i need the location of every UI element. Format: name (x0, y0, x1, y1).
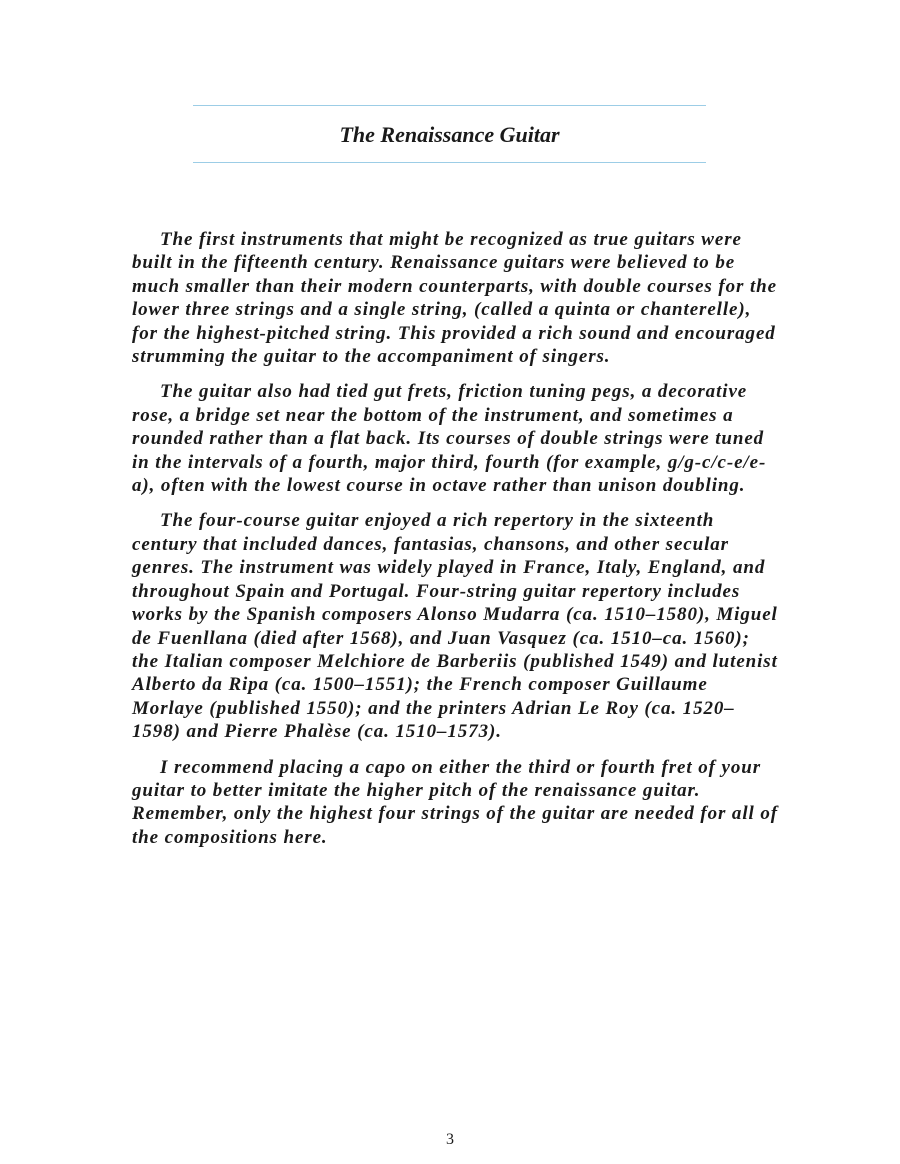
paragraph-intro: The first instruments that might be recognized as true guitars were built in the fifteenth century. Renaissance guitars were believed to be much smaller than their modern counterparts, with double courses for the lower three strings and a single string, (called a quinta or chanterelle), for the highest-pitched string. This provided a rich sound and encouraged strumming the guitar to the accompaniment of singers. (132, 229, 777, 368)
title-rule-bottom (193, 162, 706, 163)
title-rule-top (193, 105, 706, 106)
page-title: The Renaissance Guitar (339, 122, 560, 147)
body-text (132, 228, 782, 861)
paragraph-recommendation: I recommend placing a capo on either the third or fourth fret of your guitar to better imitate the higher pitch of the renaissance guitar. Remember, only the highest four strings of the guitar are needed for all of the compositions here. (132, 756, 778, 848)
paragraph-repertory: The four-course guitar enjoyed a rich repertory in the sixteenth century that included dances, fantasias, chansons, and other secular genres. The instrument was widely played in France, Italy, England, and throughout Spain and Portugal. Four-string guitar repertory includes works by the Spanish composers Alonso Mudarra (ca. 1510–1580), Miguel de Fuenllana (died after 1568), and Juan Vasquez (ca. 1510–ca. 1560); the Italian composer Melchiore de Barberiis (published 1549) and lutenist Alberto da Ripa (ca. 1500–1551); the French composer Guillaume Morlaye (published 1550); and the printers Adrian Le Roy (ca. 1520–1598) and Pierre Phalèse (ca. 1510–1573). (132, 510, 778, 743)
paragraph-construction: The guitar also had tied gut frets, friction tuning pegs, a decorative rose, a bridge set near the bottom of the instrument, and sometimes a rounded rather than a flat back. Its courses of double strings were tuned in the intervals of a fourth, major third, fourth (for example, g/g-c/c-e/e-a), often with the lowest course in octave rather than unison doubling. (132, 381, 767, 497)
page-number: 3 (446, 1131, 454, 1148)
